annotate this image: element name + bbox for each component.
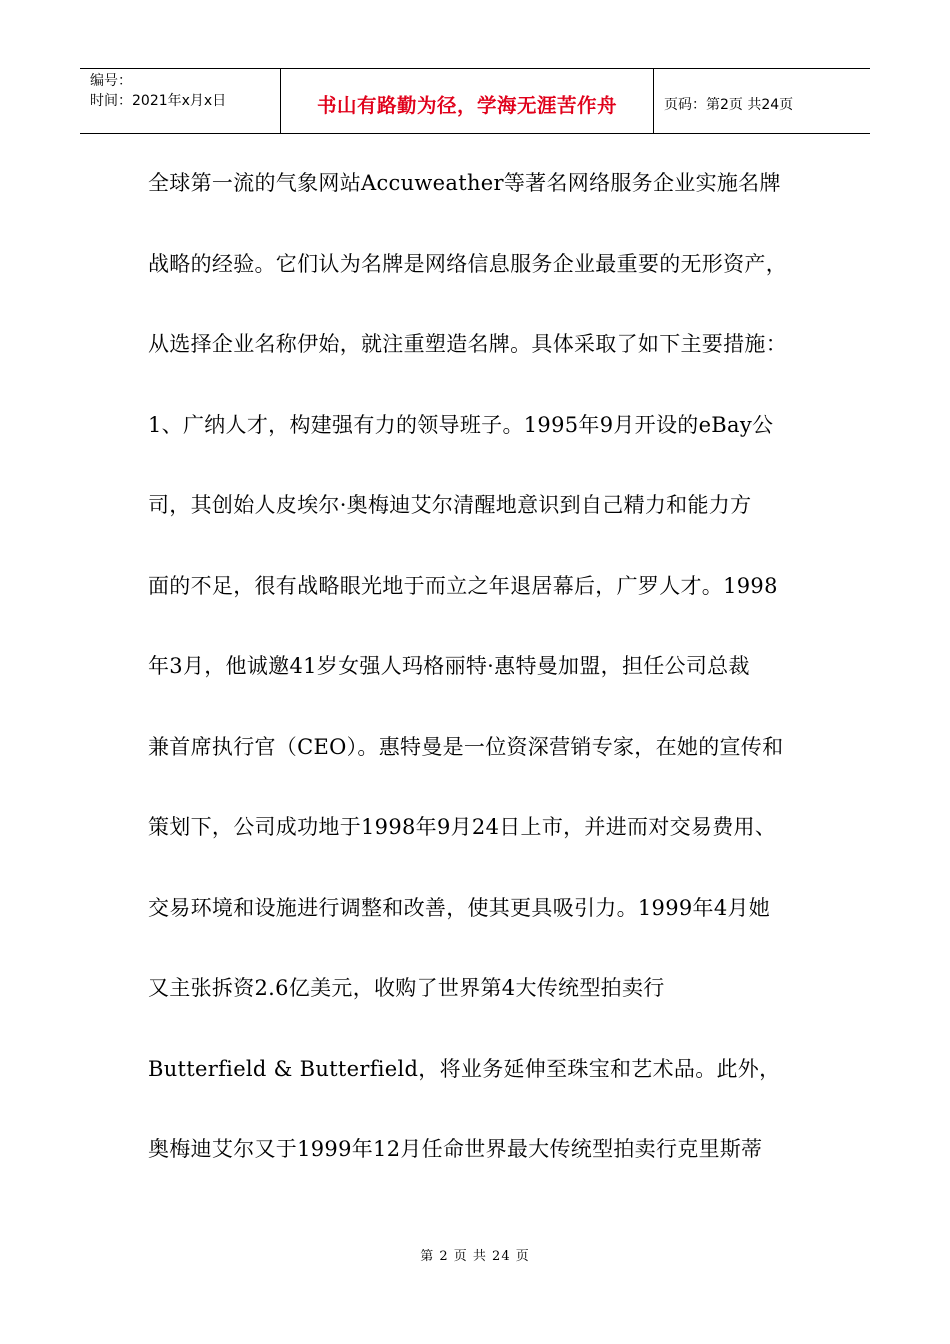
body-line: 全球第一流的气象网站Accuweather等著名网络服务企业实施名牌 — [148, 171, 781, 195]
body-line: 年3月，他诚邀41岁女强人玛格丽特·惠特曼加盟，担任公司总裁 — [148, 654, 750, 678]
body-line: Butterfield & Butterfield，将业务延伸至珠宝和艺术品。此外， — [148, 1056, 781, 1081]
page-footer: 第 2 页 共 24 页 — [420, 1249, 530, 1264]
body-line: 奥梅迪艾尔又于1999年12月任命世界最大传统型拍卖行克里斯蒂 — [148, 1137, 763, 1161]
header-motto: 书山有路勤为径，学海无涯苦作舟 — [281, 69, 654, 133]
header-meta — [80, 69, 281, 133]
serial-number-label: 编号： — [90, 73, 132, 89]
body-line: 司，其创始人皮埃尔·奥梅迪艾尔清醒地意识到自己精力和能力方 — [148, 493, 752, 517]
document-header — [80, 68, 870, 134]
body-line: 又主张拆资2.6亿美元，收购了世界第4大传统型拍卖行 — [148, 976, 665, 1000]
document-body — [148, 163, 810, 1210]
body-line: 面的不足，很有战略眼光地于而立之年退居幕后，广罗人才。1998 — [148, 573, 778, 598]
body-line: 交易环境和设施进行调整和改善，使其更具吸引力。1999年4月她 — [148, 895, 771, 920]
body-line: 从选择企业名称伊始，就注重塑造名牌。具体采取了如下主要措施： — [148, 332, 787, 356]
body-line: 战略的经验。它们认为名牌是网络信息服务企业最重要的无形资产， — [148, 251, 787, 276]
body-line: 兼首席执行官（CEO）。惠特曼是一位资深营销专家，在她的宣传和 — [148, 734, 784, 759]
body-line: 策划下，公司成功地于1998年9月24日上市，并进而对交易费用、 — [148, 815, 777, 839]
body-line: 1、广纳人才，构建强有力的领导班子。1995年9月开设的eBay公 — [148, 412, 774, 437]
date-label: 时间：2021年x月x日 — [90, 93, 227, 109]
header-page-info: 页码：第2页 共24页 — [664, 97, 794, 113]
